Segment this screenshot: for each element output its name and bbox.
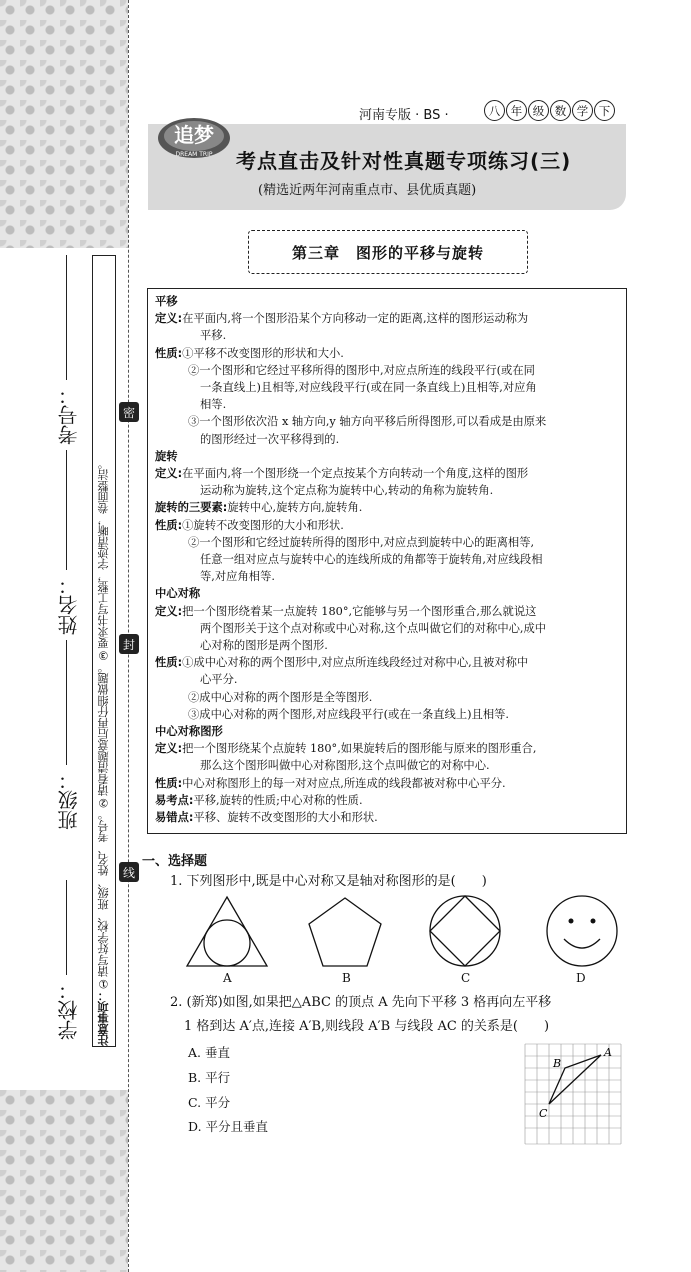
dream-logo [154, 106, 234, 166]
q2-text-line1: 2. (新郑)如图,如果把△ABC 的顶点 A 先向下平移 3 格再向左平移 [170, 995, 552, 1010]
school-line[interactable] [66, 880, 67, 975]
knowledge-text: 等,对应角相等. [200, 570, 275, 584]
knowledge-term: 定义: [155, 604, 183, 618]
knowledge-text: 任意一组对应点与旋转中心的连线所成的角都等于旋转角,对应线段相 [200, 553, 543, 566]
knowledge-line [200, 757, 490, 774]
knowledge-line [188, 413, 546, 430]
seal-xian: 线 [119, 862, 139, 882]
knowledge-term: 定义: [155, 467, 183, 480]
knowledge-line [155, 792, 363, 809]
exam-no-line[interactable] [66, 255, 67, 380]
q1-text: 1. 下列图形中,既是中心对称又是轴对称图形的是( ) [170, 874, 487, 889]
knowledge-text: 在平面内,将一个图形绕一个定点按某个方向转动一个角度,这样的图形 [182, 467, 529, 480]
knowledge-term: 性质: [155, 776, 183, 790]
q2-grid-figure [524, 1043, 622, 1145]
name-label: 姓名： [57, 575, 81, 635]
knowledge-text: ②一个图形和它经过旋转所得的图形中,对应点到旋转中心的距离相等, [188, 535, 535, 549]
knowledge-term: 中心对称 [155, 587, 201, 601]
q1-figure-a [184, 895, 270, 969]
knowledge-term: 性质: [155, 656, 183, 670]
knowledge-text: 平移、旋转不改变图形的大小和形状. [193, 811, 378, 824]
q1-figure-b [305, 895, 385, 969]
knowledge-line [188, 706, 509, 723]
q2-option-d[interactable]: D. 平分且垂直 [188, 1119, 269, 1134]
seal-mi: 密 [119, 402, 139, 422]
grade-char: 学 [572, 100, 593, 121]
knowledge-line [200, 620, 546, 637]
decorative-pattern-bottom [0, 1090, 128, 1272]
knowledge-term: 性质: [155, 346, 183, 360]
knowledge-text: ①成中心对称的两个图形中,对应点所连线段经过对称中心,且被对称中 [182, 656, 529, 670]
knowledge-line [155, 740, 536, 757]
knowledge-text: ②一个图形和它经过平移所得的图形中,对应点所连的线段平行(或在同 [188, 363, 535, 377]
knowledge-line [155, 809, 378, 826]
knowledge-text: 把一个图形绕某个点旋转 180°,如果旋转后的图形能与原来的图形重合, [182, 742, 537, 756]
q1-option-a[interactable]: A [223, 971, 232, 985]
notice-box [92, 255, 116, 1047]
q2-option-c[interactable]: C. 平分 [188, 1095, 231, 1110]
exam-no-label: 考号： [57, 385, 81, 445]
grade-char: 级 [528, 100, 549, 121]
knowledge-term: 定义: [155, 742, 183, 756]
knowledge-text: ③一个图形依次沿 x 轴方向,y 轴方向平移后所得图形,可以看成是由原来 [188, 415, 547, 429]
knowledge-term: 易错点: [155, 811, 194, 824]
knowledge-term: 定义: [155, 312, 183, 326]
knowledge-text: 运动称为旋转,这个定点称为旋转中心,转动的角称为旋转角. [200, 484, 494, 498]
knowledge-text: 心对称的图形是两个图形. [200, 639, 328, 652]
knowledge-text: ②成中心对称的两个图形是全等图形. [188, 690, 373, 704]
knowledge-line [155, 603, 536, 620]
knowledge-text: 中心对称图形上的每一对对应点,所连成的线段都被对称中心平分. [182, 776, 506, 790]
q2-option-b[interactable]: B. 平行 [188, 1070, 231, 1085]
knowledge-term: 旋转 [155, 449, 178, 463]
knowledge-line [200, 327, 226, 344]
knowledge-text: 的图形经过一次平移得到的. [200, 432, 340, 446]
knowledge-text: 那么这个图形叫做中心对称图形,这个点叫做它的对称中心. [200, 759, 490, 773]
q2-text-line2: 1 格到达 A′点,连接 A′B,则线段 A′B 与线段 AC 的关系是( ) [184, 1019, 550, 1034]
knowledge-text: 平移,旋转的性质;中心对称的性质. [193, 793, 363, 807]
knowledge-text: ③成中心对称的两个图形,对应线段平行(或在一条直线上)且相等. [188, 707, 510, 721]
point-a-label: A [604, 1046, 612, 1059]
page-title: 考点直击及针对性真题专项练习(三) [236, 149, 572, 173]
notice-text: ①请写好学校、班级、姓名、考号。②请看清题意后再仔细做题。③要求书写工整，字迹清晰，卷面整洁。 [97, 458, 110, 990]
q1-figure-c [427, 893, 503, 969]
q1-option-c[interactable]: C [461, 971, 471, 985]
knowledge-line [200, 551, 543, 568]
knowledge-text: 心平分. [200, 673, 238, 687]
name-line[interactable] [66, 450, 67, 570]
chapter-title: 第三章 图形的平移与旋转 [291, 243, 484, 262]
knowledge-text: 平移. [200, 329, 227, 343]
knowledge-line [200, 482, 493, 499]
q1-figure-d [544, 893, 620, 969]
point-b-label: B [553, 1057, 562, 1070]
knowledge-line [155, 517, 344, 534]
knowledge-line [155, 465, 528, 482]
grade-char: 八 [484, 100, 505, 121]
knowledge-text: 相等. [200, 398, 227, 412]
decorative-pattern-top [0, 0, 128, 248]
notice-title: 注意事项： [97, 990, 110, 1046]
knowledge-term: 中心对称图形 [155, 725, 223, 738]
knowledge-text: 旋转中心,旋转方向,旋转角. [227, 501, 363, 515]
page-subtitle: (精选近两年河南重点市、县优质真题) [258, 183, 477, 198]
point-c-label: C [539, 1107, 548, 1120]
knowledge-text: ①平移不改变图形的形状和大小. [182, 346, 344, 360]
knowledge-text: 在平面内,将一个图形沿某个方向移动一定的距离,这样的图形运动称为 [182, 312, 529, 326]
knowledge-text: 一条直线上)且相等,对应线段平行(或在同一条直线上)且相等,对应角 [200, 381, 537, 394]
knowledge-line [155, 448, 178, 465]
class-label: 班级： [57, 770, 81, 830]
knowledge-text: ①旋转不改变图形的大小和形状. [182, 518, 344, 532]
grade-char: 数 [550, 100, 571, 121]
knowledge-line [188, 689, 372, 706]
logo-text: 追梦 [174, 123, 214, 147]
edition-label: 河南专版 · BS · [359, 108, 449, 123]
grid-lines [525, 1044, 621, 1144]
knowledge-line [200, 637, 328, 654]
knowledge-line [155, 345, 344, 362]
q1-option-d[interactable]: D [576, 971, 586, 985]
knowledge-term: 性质: [155, 518, 183, 532]
knowledge-line [200, 431, 339, 448]
knowledge-term: 易考点: [155, 793, 194, 807]
knowledge-line [188, 534, 534, 551]
section-title: 一、选择题 [142, 854, 208, 869]
knowledge-line [200, 568, 275, 585]
grade-char: 下 [594, 100, 615, 121]
knowledge-term: 平移 [155, 295, 178, 308]
class-line[interactable] [66, 640, 67, 765]
knowledge-line [188, 362, 535, 379]
school-label: 学校： [57, 980, 81, 1040]
knowledge-line [200, 671, 237, 688]
chapter-header [248, 230, 528, 274]
grade-char: 年 [506, 100, 527, 121]
knowledge-line [155, 310, 528, 327]
knowledge-line [155, 654, 528, 671]
knowledge-line [155, 723, 223, 740]
knowledge-line [200, 379, 537, 396]
knowledge-term: 旋转的三要素: [155, 501, 228, 515]
knowledge-line [155, 585, 200, 602]
seal-feng: 封 [119, 634, 139, 654]
knowledge-text: 把一个图形绕着某一点旋转 180°,它能够与另一个图形重合,那么就说这 [182, 604, 537, 618]
q1-option-b[interactable]: B [342, 971, 351, 985]
logo-sub: DREAM TRIP [175, 151, 213, 158]
q2-option-a[interactable]: A. 垂直 [188, 1045, 230, 1060]
binding-margin [0, 0, 128, 1272]
knowledge-line [155, 775, 506, 792]
knowledge-line [155, 293, 178, 310]
knowledge-line [155, 499, 362, 516]
knowledge-line [200, 396, 226, 413]
knowledge-text: 两个图形关于这个点对称或中心对称,这个点叫做它们的对称中心,成中 [200, 621, 547, 635]
